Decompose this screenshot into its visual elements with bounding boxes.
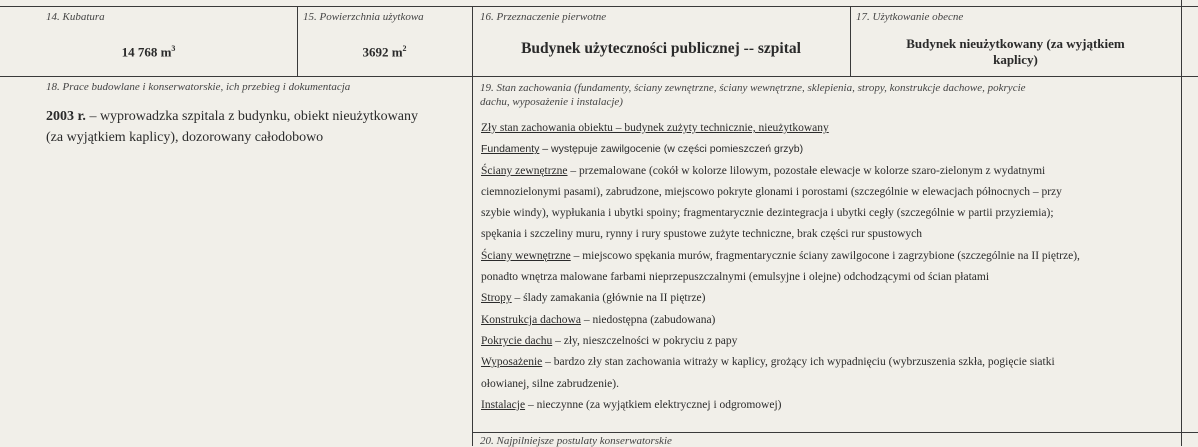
condition-line <box>481 118 1171 139</box>
condition-text: – niedostępna (zabudowana) <box>580 313 716 326</box>
cell-przeznaczenie <box>472 6 850 76</box>
condition-line <box>481 288 1171 309</box>
condition-heading: Pokrycie dachu <box>481 334 553 347</box>
condition-text: szybie windy), wypłukania i ubytki spoiny; fragmentarycznie dezintegracja i ubytki cegły (szczególnie w partii przyziemia); <box>481 207 1054 220</box>
condition-text: ponadto wnętrza malowane farbami nieprzepuszczalnymi (emulsyjne i olejne) odchodzącymi od ścian płatami <box>481 271 990 284</box>
condition-line <box>481 203 1171 224</box>
condition-line <box>481 224 1171 245</box>
condition-heading: Zły stan zachowania obiektu – budynek zużyty technicznie, nieużytkowany <box>481 122 829 134</box>
condition-line <box>481 310 1171 331</box>
condition-heading: Wyposażenie <box>481 356 543 369</box>
condition-line <box>481 395 1171 416</box>
condition-line <box>481 331 1171 352</box>
field-label: 19. Stan zachowania (fundamenty, ściany zewnętrzne, ściany wewnętrzne, sklepienia, stropy, konstrukcje dachowe, pokrycie dachu, wyposażenie i instalacje) <box>480 82 1026 108</box>
condition-text: ołowianej, silne zabrudzenie). <box>481 377 619 390</box>
condition-heading: Stropy <box>481 292 512 305</box>
condition-line <box>481 161 1171 182</box>
table-border <box>1181 0 1182 446</box>
cell-stan-zachowania <box>472 76 1181 432</box>
field-label: 20. Najpilniejsze postulaty konserwatorskie <box>480 435 672 447</box>
condition-line <box>481 182 1171 203</box>
cell-kubatura <box>0 6 297 76</box>
condition-text: – nieczynne (za wyjątkiem elektrycznej i odgromowej) <box>525 398 782 411</box>
field-text: 2003 r. – wyprowadzka szpitala z budynku, obiekt nieużytkowany (za wyjątkiem kaplicy), dozorowany całodobowo <box>46 109 418 145</box>
condition-line <box>481 352 1171 373</box>
condition-list <box>481 118 1171 416</box>
condition-text: – występuje zawilgocenie (w części pomieszczeń grzyb) <box>539 143 804 156</box>
condition-line <box>481 374 1171 395</box>
condition-text: – przemalowane (cokół w kolorze lilowym, pozostałe elewacje w kolorze szaro-zielonym z wydatnymi <box>567 164 1046 177</box>
condition-line <box>481 267 1171 288</box>
condition-heading: Ściany wewnętrzne <box>481 249 571 262</box>
condition-text: spękania i szczeliny muru, rynny i rury spustowe zużyte techniczne, brak części rur spustowych <box>481 228 923 241</box>
field-value: 14 768 $m^3$ <box>121 44 176 60</box>
condition-text: – ślady zamakania (głównie na II piętrze) <box>511 292 706 305</box>
field-label: 18. Prace budowlane i konserwatorskie, ich przebieg i dokumentacja <box>46 81 351 93</box>
field-value: Budynek użyteczności publicznej -- szpital <box>521 40 801 57</box>
condition-line <box>481 139 1171 160</box>
condition-text: – miejscowo spękania murów, fragmentarycznie ściany zawilgocone i zagrzybione (szczególnie na II piętrze), <box>570 249 1080 262</box>
condition-heading: Fundamenty <box>481 143 540 156</box>
field-label: 17. Użytkowanie obecne <box>856 11 964 23</box>
condition-line <box>481 246 1171 267</box>
field-label: 15. Powierzchnia użytkowa <box>303 11 424 23</box>
field-label: 16. Przeznaczenie pierwotne <box>480 11 607 23</box>
field-label: 14. Kubatura <box>46 11 105 23</box>
condition-text: ciemnozielonymi pasami), zabrudzone, miejscowo pokryte glonami i porostami (szczególnie w elewacjach północnych – przy <box>481 185 1062 198</box>
cell-powierzchnia <box>297 6 472 76</box>
condition-heading: Ściany zewnętrzne <box>481 164 568 177</box>
condition-text: – zły, nieszczelności w pokryciu z papy <box>552 334 738 347</box>
condition-heading: Konstrukcja dachowa <box>481 313 581 326</box>
field-value: 3692 $m^2$ <box>362 44 407 60</box>
condition-heading: Instalacje <box>481 398 526 411</box>
cell-postulaty <box>472 432 1181 446</box>
condition-text: – bardzo zły stan zachowania witraży w kaplicy, grożący ich wypadnięciu (wybrzuszenia szkła, pogięcie siatki <box>542 356 1055 369</box>
field-value: Budynek nieużytkowany (za wyjątkiem kaplicy) <box>906 36 1125 67</box>
cell-prace-budowlane <box>0 76 472 446</box>
cell-uzytkowanie <box>850 6 1181 76</box>
